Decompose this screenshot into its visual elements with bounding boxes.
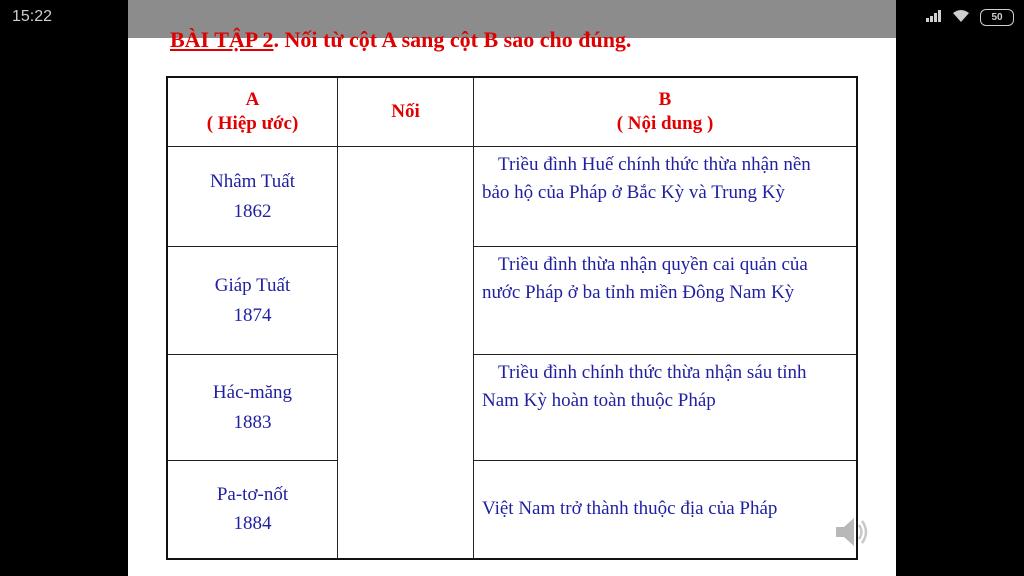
wifi-icon: [952, 10, 970, 26]
treaty-year: 1884: [233, 513, 272, 535]
treaty-cell: [167, 247, 338, 355]
slide: [128, 0, 896, 576]
header-b-label: ( Nội dung ): [616, 113, 714, 134]
treaty-name: Hác-măng: [212, 382, 293, 404]
treaty-year: 1862: [233, 200, 272, 222]
header-a: [167, 77, 338, 147]
table-row: [167, 147, 857, 247]
content-line-1: Việt Nam trở thành thuộc địa của Pháp: [482, 498, 778, 520]
table-row: [167, 355, 857, 461]
header-noi: Nối: [338, 77, 474, 147]
signal-icon: [926, 10, 942, 25]
treaty-name: Giáp Tuất: [214, 275, 291, 297]
treaty-name: Nhâm Tuất: [210, 171, 295, 193]
table-row: [167, 461, 857, 559]
content-line-1: Triều đình thừa nhận quyền cai quản của: [498, 254, 808, 275]
speaker-icon[interactable]: [832, 512, 872, 552]
clock: 15:22: [12, 8, 53, 25]
content-line-1: Triều đình Huế chính thức thừa nhận nền: [498, 154, 811, 175]
treaty-cell: [167, 355, 338, 461]
treaty-cell: [167, 147, 338, 247]
content-cell: [474, 247, 858, 355]
treaty-cell: [167, 461, 338, 559]
content-line-1: Triều đình chính thức thừa nhận sáu tỉnh: [498, 362, 807, 383]
content-line-2: Nam Kỳ hoàn toàn thuộc Pháp: [482, 389, 716, 411]
status-icons: [926, 9, 1014, 26]
exercise-title-number: BÀI TẬP 2: [170, 27, 274, 52]
matching-column: [338, 147, 474, 559]
content-cell: [474, 461, 858, 559]
exercise-title-text: . Nối từ cột A sang cột B sao cho đúng.: [273, 27, 632, 52]
header-a-label: ( Hiệp ước): [206, 113, 299, 134]
content-line-2: nước Pháp ở ba tỉnh miền Đông Nam Kỳ: [482, 281, 795, 303]
battery-icon: 50: [980, 9, 1014, 26]
header-b: [474, 77, 858, 147]
header-a-letter: A: [245, 89, 260, 111]
table-header-row: [167, 77, 857, 147]
treaty-year: 1883: [233, 411, 272, 433]
exercise-title: [170, 27, 631, 53]
table-row: [167, 247, 857, 355]
content-cell: [474, 355, 858, 461]
treaty-name: Pa-tơ-nốt: [216, 483, 289, 505]
content-line-2: bảo hộ của Pháp ở Bắc Kỳ và Trung Kỳ: [482, 181, 785, 203]
matching-table: [166, 76, 858, 560]
header-b-letter: B: [658, 89, 672, 111]
content-cell: [474, 147, 858, 247]
treaty-year: 1874: [233, 304, 272, 326]
